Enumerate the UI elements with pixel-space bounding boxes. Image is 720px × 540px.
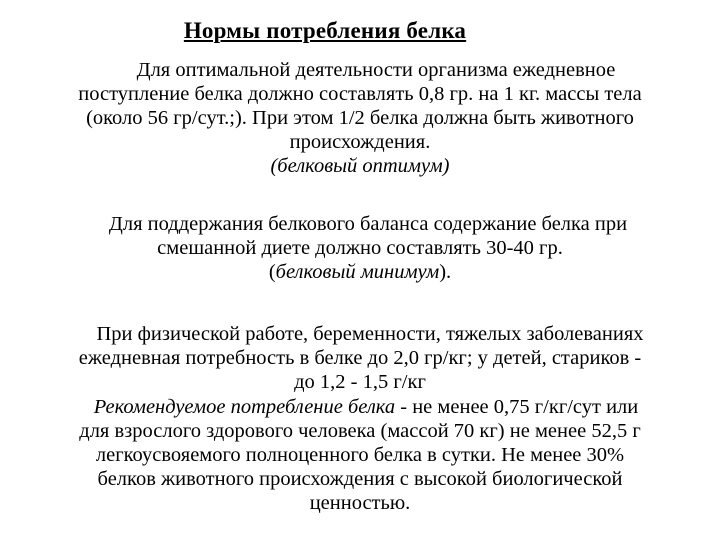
p1-line-2: поступление белка должно составлять 0,8 гр. на 1 кг. массы тела (78, 83, 642, 105)
p1-note-protein-optimum: (белковый оптимум) (270, 155, 450, 177)
p1-line-1: Для оптимальной деятельности организма ежедневное (136, 59, 616, 81)
p1-line-3: (около 56 гр/сут.;). При этом 1/2 белка должна быть животного (86, 107, 634, 129)
p4-line-1 (36, 395, 696, 419)
paragraph-protein-optimum (30, 58, 690, 178)
paragraph-special-needs (30, 322, 690, 394)
p3-line-2: ежедневная потребность в белке до 2,0 гр/кг; у детей, стариков - (78, 347, 642, 369)
p2-note-open: ( (268, 261, 276, 283)
p3-line-3: до 1,2 - 1,5 г/кг (294, 371, 426, 393)
slide-title (0, 18, 720, 44)
p4-line-3: легкоусвояемого полноценного белка в сутки. Не менее 30% (95, 444, 625, 466)
p2-line-2: смешанной диете должно составлять 30-40 гр. (157, 237, 563, 259)
p4-lead-italic: Рекомендуемое потребление белка (93, 396, 396, 418)
p2-line-1: Для поддержания белкового баланса содержание белка при (108, 213, 628, 235)
p4-lead-rest: - не менее 0,75 г/кг/сут или (395, 396, 639, 418)
slide-title-text: Нормы потребления белка (183, 18, 467, 43)
p2-note-close: ). (439, 261, 452, 283)
p4-line-5: ценностью. (309, 492, 411, 514)
paragraph-protein-minimum (30, 212, 690, 284)
p3-line-1: При физической работе, беременности, тяжелых заболеваниях (96, 323, 644, 345)
p4-line-4: белков животного происхождения с высокой биологической (97, 468, 623, 490)
p4-line-2: для взрослого здорового человека (массой 70 кг) не менее 52,5 г (79, 420, 641, 442)
paragraph-recommended-intake (30, 395, 690, 515)
p1-line-4: происхождения. (289, 131, 431, 153)
p2-note-protein-minimum (30, 260, 690, 284)
p2-note-text: белковый минимум (275, 261, 440, 283)
